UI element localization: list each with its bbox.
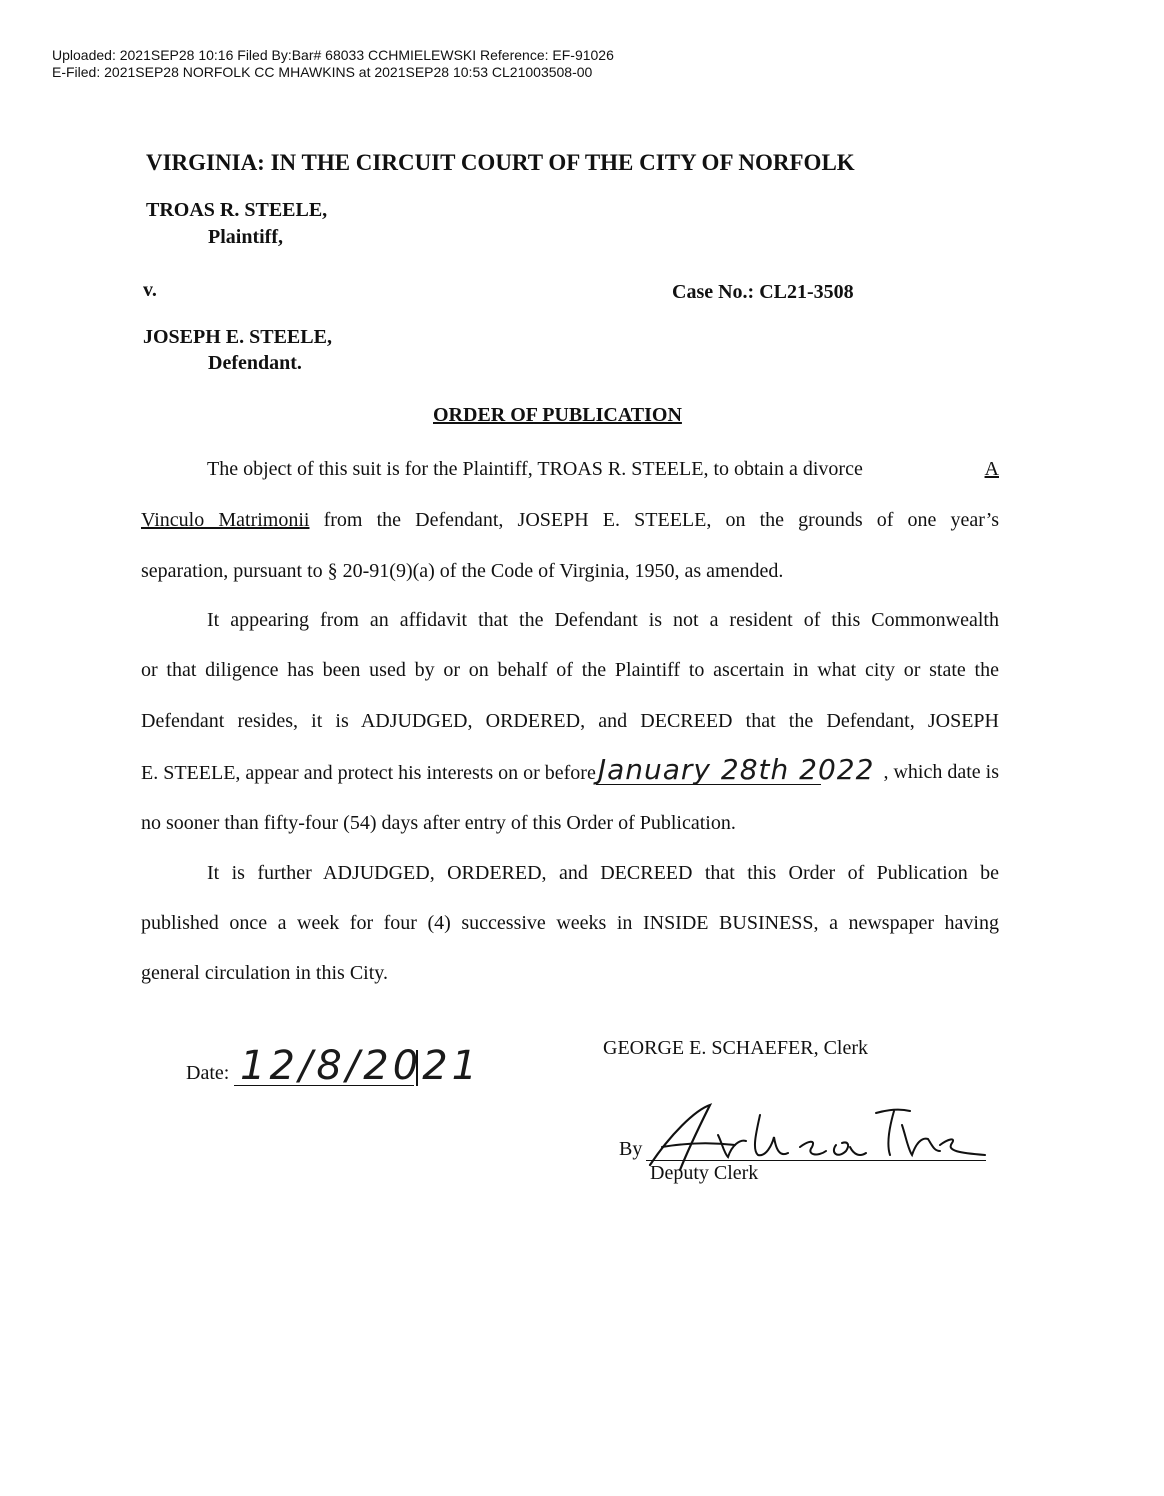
clerk-name: GEORGE E. SCHAEFER, Clerk bbox=[603, 1037, 868, 1059]
date-handwritten: 12/8/2021 bbox=[240, 1043, 482, 1089]
date-pen-stroke bbox=[416, 1050, 418, 1086]
court-heading: VIRGINIA: IN THE CIRCUIT COURT OF THE CITY OF NORFOLK bbox=[146, 150, 855, 175]
paragraph-line: general circulation in this City. bbox=[141, 962, 388, 984]
appearance-date-handwritten: January 28th 2022 bbox=[597, 753, 875, 786]
paragraph-line: published once a week for four (4) successive weeks in INSIDE BUSINESS, a newspaper having bbox=[141, 912, 999, 934]
paragraph-line: no sooner than fifty-four (54) days after entry of this Order of Publication. bbox=[141, 812, 736, 834]
paragraph-line: Vinculo Matrimonii from the Defendant, JOSEPH E. STEELE, on the grounds of one year’s bbox=[141, 509, 999, 531]
plaintiff-name: TROAS R. STEELE, bbox=[146, 199, 328, 221]
handwritten-signature-icon bbox=[640, 1095, 990, 1175]
appearance-date-field bbox=[596, 753, 875, 786]
by-label: By bbox=[619, 1138, 643, 1160]
plaintiff-role: Plaintiff, bbox=[208, 226, 283, 248]
paragraph-line: E. STEELE, appear and protect his interests on or before January 28th 2022 , which date is bbox=[141, 753, 999, 786]
paragraph-line: It is further ADJUDGED, ORDERED, and DECREED that this Order of Publication be bbox=[207, 862, 999, 884]
date-underline bbox=[234, 1085, 414, 1086]
latin-term: Vinculo Matrimonii bbox=[141, 509, 310, 531]
stamp-line-uploaded: Uploaded: 2021SEP28 10:16 Filed By:Bar# 68033 CCHMIELEWSKI Reference: EF-91026 bbox=[52, 47, 614, 63]
defendant-role: Defendant. bbox=[208, 352, 302, 374]
case-number: Case No.: CL21-3508 bbox=[672, 281, 854, 303]
stamp-line-efiled: E-Filed: 2021SEP28 NORFOLK CC MHAWKINS at 2021SEP28 10:53 CL21003508-00 bbox=[52, 64, 593, 80]
paragraph-line: separation, pursuant to § 20-91(9)(a) of the Code of Virginia, 1950, as amended. bbox=[141, 560, 784, 582]
paragraph-line: The object of this suit is for the Plaintiff, TROAS R. STEELE, to obtain a divorce A bbox=[207, 458, 999, 480]
defendant-name: JOSEPH E. STEELE, bbox=[143, 326, 332, 348]
paragraph-line: Defendant resides, it is ADJUDGED, ORDERED, and DECREED that the Defendant, JOSEPH bbox=[141, 710, 999, 732]
order-title: ORDER OF PUBLICATION bbox=[433, 404, 682, 426]
versus-label: v. bbox=[143, 279, 157, 301]
deputy-clerk-title: Deputy Clerk bbox=[650, 1162, 759, 1184]
paragraph-line: It appearing from an affidavit that the Defendant is not a resident of this Commonwealth bbox=[207, 609, 999, 631]
date-label: Date: bbox=[186, 1062, 230, 1084]
paragraph-line: or that diligence has been used by or on behalf of the Plaintiff to ascertain in what city or state the bbox=[141, 659, 999, 681]
